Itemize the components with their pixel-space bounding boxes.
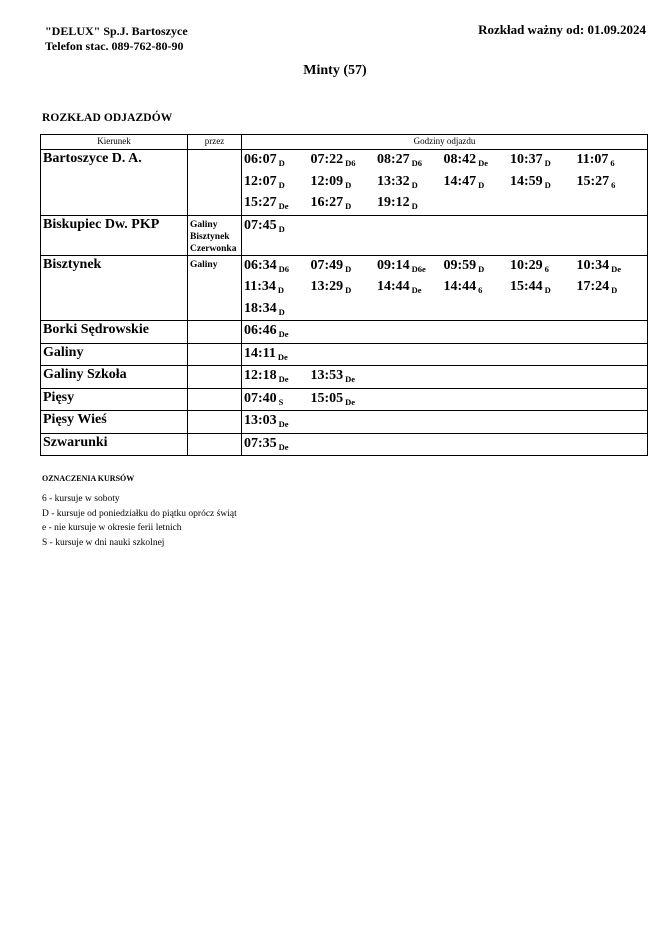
section-title: ROZKŁAD ODJAZDÓW: [42, 112, 173, 124]
departure-time: [377, 193, 444, 215]
via-stop: Galiny: [190, 259, 218, 270]
departure-time-value: 07:35: [244, 435, 277, 451]
departure-time: [311, 389, 378, 411]
departure-time: [244, 434, 311, 456]
table-row: [41, 321, 648, 344]
departure-time-value: 07:40: [244, 390, 277, 406]
departure-time: [510, 150, 577, 172]
legend-item: S - kursuje w dni nauki szkolnej: [42, 537, 165, 548]
departure-time: [311, 366, 378, 388]
departure-mark: D: [278, 158, 285, 168]
departure-time-value: 06:07: [244, 152, 277, 167]
departures-cell: [242, 411, 648, 434]
departures-cell: [242, 255, 648, 321]
departure-time: [244, 389, 311, 411]
departure-mark: De: [278, 329, 289, 339]
legend-item: 6 - kursuje w soboty: [42, 494, 120, 504]
company-name: "DELUX" Sp.J. Bartoszyce: [45, 24, 188, 38]
departure-time-value: 10:29: [510, 257, 543, 273]
column-header-via: przez: [188, 135, 242, 150]
departure-time: [577, 277, 644, 299]
via-cell: [188, 255, 242, 321]
departure-mark: D6: [411, 158, 423, 168]
via-cell: [188, 433, 242, 456]
departures-cell: [242, 321, 648, 344]
table-row: [41, 433, 648, 456]
departure-time: [444, 172, 511, 194]
departure-mark: De: [611, 263, 622, 274]
column-header-times: Godziny odjazdu: [242, 135, 648, 150]
via-cell: [188, 321, 242, 344]
departure-time-value: 12:18: [244, 368, 277, 383]
departure-mark: 6: [544, 263, 549, 274]
departure-time: [444, 256, 511, 278]
departure-mark: De: [277, 351, 288, 362]
departure-time-value: 18:34: [244, 300, 277, 316]
departure-time-value: 13:29: [310, 279, 344, 294]
departure-time: [444, 150, 511, 172]
column-header-direction: Kierunek: [41, 135, 188, 150]
via-stop: Czerwonka: [190, 243, 237, 254]
legend-item: e - nie kursuje w okresie ferii letnich: [42, 523, 182, 533]
departure-time: [377, 150, 444, 172]
table-row: [41, 411, 648, 434]
departure-mark: D: [411, 179, 418, 190]
departure-time: [377, 277, 444, 299]
table-row: [41, 343, 648, 366]
valid-from-date: Rozkład ważny od: 01.09.2024: [478, 22, 646, 37]
direction-cell: Galiny Szkoła: [41, 366, 188, 389]
departure-time-value: 17:24: [576, 279, 610, 294]
departure-time-value: 13:03: [244, 413, 277, 428]
legend-list: [42, 492, 237, 550]
departure-time-value: 13:53: [310, 368, 344, 383]
departure-mark: De: [278, 374, 289, 384]
departure-mark: D: [278, 223, 285, 234]
departure-mark: D: [345, 201, 352, 211]
departure-mark: De: [478, 158, 489, 168]
departure-time-value: 14:44: [377, 279, 410, 294]
departure-mark: 6: [610, 158, 615, 168]
departure-time: [311, 277, 378, 299]
company-info: [45, 24, 188, 54]
direction-cell: Szwarunki: [41, 433, 188, 456]
departure-mark: D: [278, 306, 285, 317]
departure-mark: D: [277, 285, 285, 295]
departure-mark: 6: [478, 285, 483, 295]
departure-mark: D: [345, 179, 352, 190]
departure-time: [244, 216, 311, 238]
departure-time-value: 15:44: [510, 279, 543, 294]
departure-mark: De: [411, 285, 422, 295]
via-cell: [188, 388, 242, 411]
legend-item: D - kursuje od poniedziałku do piątku oprócz świąt: [42, 508, 237, 519]
via-cell: [188, 343, 242, 366]
departure-mark: De: [345, 396, 356, 407]
departure-time: [244, 299, 311, 321]
departure-time-value: 08:42: [443, 152, 477, 167]
departure-mark: D: [478, 179, 485, 190]
company-phone: Telefon stac. 089-762-80-90: [45, 39, 184, 53]
direction-cell: Borki Sędrowskie: [41, 321, 188, 344]
direction-cell: Pięsy: [41, 388, 188, 411]
table-row: [41, 255, 648, 321]
departure-mark: De: [345, 374, 356, 384]
departure-time: [377, 172, 444, 194]
departure-time: [510, 172, 577, 194]
departure-time: [311, 172, 378, 194]
departure-mark: D: [611, 285, 618, 295]
departure-mark: D: [345, 263, 352, 274]
departure-mark: D6: [278, 263, 290, 274]
departure-mark: De: [278, 441, 289, 452]
departure-time: [311, 193, 378, 215]
departure-mark: D: [411, 201, 418, 211]
departures-cell: [242, 433, 648, 456]
table-row: [41, 150, 648, 216]
departure-time: [244, 344, 311, 366]
departure-mark: S: [278, 396, 284, 407]
departures-cell: [242, 150, 648, 216]
direction-cell: Bisztynek: [41, 255, 188, 321]
direction-cell: Bartoszyce D. A.: [41, 150, 188, 216]
via-cell: [188, 366, 242, 389]
departure-mark: D: [544, 158, 551, 168]
legend-title: OZNACZENIA KURSÓW: [42, 474, 135, 483]
via-cell: [188, 411, 242, 434]
departure-mark: D6: [345, 158, 356, 168]
departure-time-value: 13:32: [377, 173, 410, 189]
departures-cell: [242, 366, 648, 389]
departures-cell: [242, 343, 648, 366]
direction-cell: Pięsy Wieś: [41, 411, 188, 434]
departure-time: [444, 277, 511, 299]
departure-mark: D6e: [411, 263, 426, 274]
departure-time: [244, 277, 311, 299]
departure-time: [311, 150, 378, 172]
departure-table: [40, 134, 648, 456]
departure-time: [510, 256, 577, 278]
departure-time-value: 15:27: [576, 173, 610, 189]
departure-mark: D: [544, 285, 551, 295]
departure-time: [244, 321, 311, 343]
departure-time-value: 16:27: [310, 195, 344, 210]
departure-time-value: 07:49: [310, 257, 344, 273]
via-stop: Bisztynek: [190, 231, 230, 242]
via-cell: [188, 215, 242, 255]
departures-cell: [242, 215, 648, 255]
departure-mark: De: [278, 201, 289, 211]
departure-time-value: 12:07: [244, 173, 277, 189]
table-header-row: [41, 135, 648, 150]
departure-time-value: 14:47: [443, 173, 477, 189]
departure-time-value: 10:37: [510, 152, 543, 167]
table-row: [41, 215, 648, 255]
via-cell: [188, 150, 242, 216]
departure-time-value: 19:12: [377, 195, 410, 210]
departure-time-value: 07:45: [244, 217, 277, 233]
departure-time: [577, 172, 644, 194]
departure-time: [244, 366, 311, 388]
departure-mark: D: [278, 179, 285, 190]
departure-time-value: 15:27: [244, 195, 277, 210]
departure-mark: 6: [611, 179, 616, 190]
stop-name: Minty (57): [303, 63, 367, 78]
departure-time-value: 06:34: [244, 257, 277, 273]
departure-time-value: 09:14: [377, 257, 410, 273]
departure-time-value: 08:27: [377, 152, 410, 167]
departure-mark: De: [278, 419, 289, 429]
departure-time-value: 14:59: [510, 173, 543, 189]
departure-time: [244, 193, 311, 215]
departure-time: [577, 256, 644, 278]
direction-cell: Galiny: [41, 343, 188, 366]
departure-mark: D: [544, 179, 551, 190]
departure-time-value: 11:34: [244, 279, 276, 294]
departure-time: [244, 150, 311, 172]
via-stop: Galiny: [190, 219, 218, 230]
table-row: [41, 388, 648, 411]
departure-mark: D: [345, 285, 352, 295]
departure-mark: D: [478, 263, 485, 274]
departure-time: [244, 256, 311, 278]
direction-cell: Biskupiec Dw. PKP: [41, 215, 188, 255]
departure-time-value: 14:44: [443, 279, 477, 294]
departure-time: [244, 172, 311, 194]
departure-time-value: 12:09: [310, 173, 344, 189]
departures-cell: [242, 388, 648, 411]
departure-time-value: 14:11: [244, 345, 276, 361]
departure-time: [510, 277, 577, 299]
departure-time-value: 11:07: [576, 152, 609, 167]
departure-time-value: 15:05: [310, 390, 344, 406]
departure-time-value: 06:46: [244, 323, 277, 338]
departure-time: [244, 411, 311, 433]
departure-time: [311, 256, 378, 278]
departure-time-value: 07:22: [310, 152, 344, 167]
departure-time: [377, 256, 444, 278]
table-row: [41, 366, 648, 389]
departure-time-value: 09:59: [443, 257, 477, 273]
departure-time: [577, 150, 644, 172]
departure-time-value: 10:34: [576, 257, 610, 273]
